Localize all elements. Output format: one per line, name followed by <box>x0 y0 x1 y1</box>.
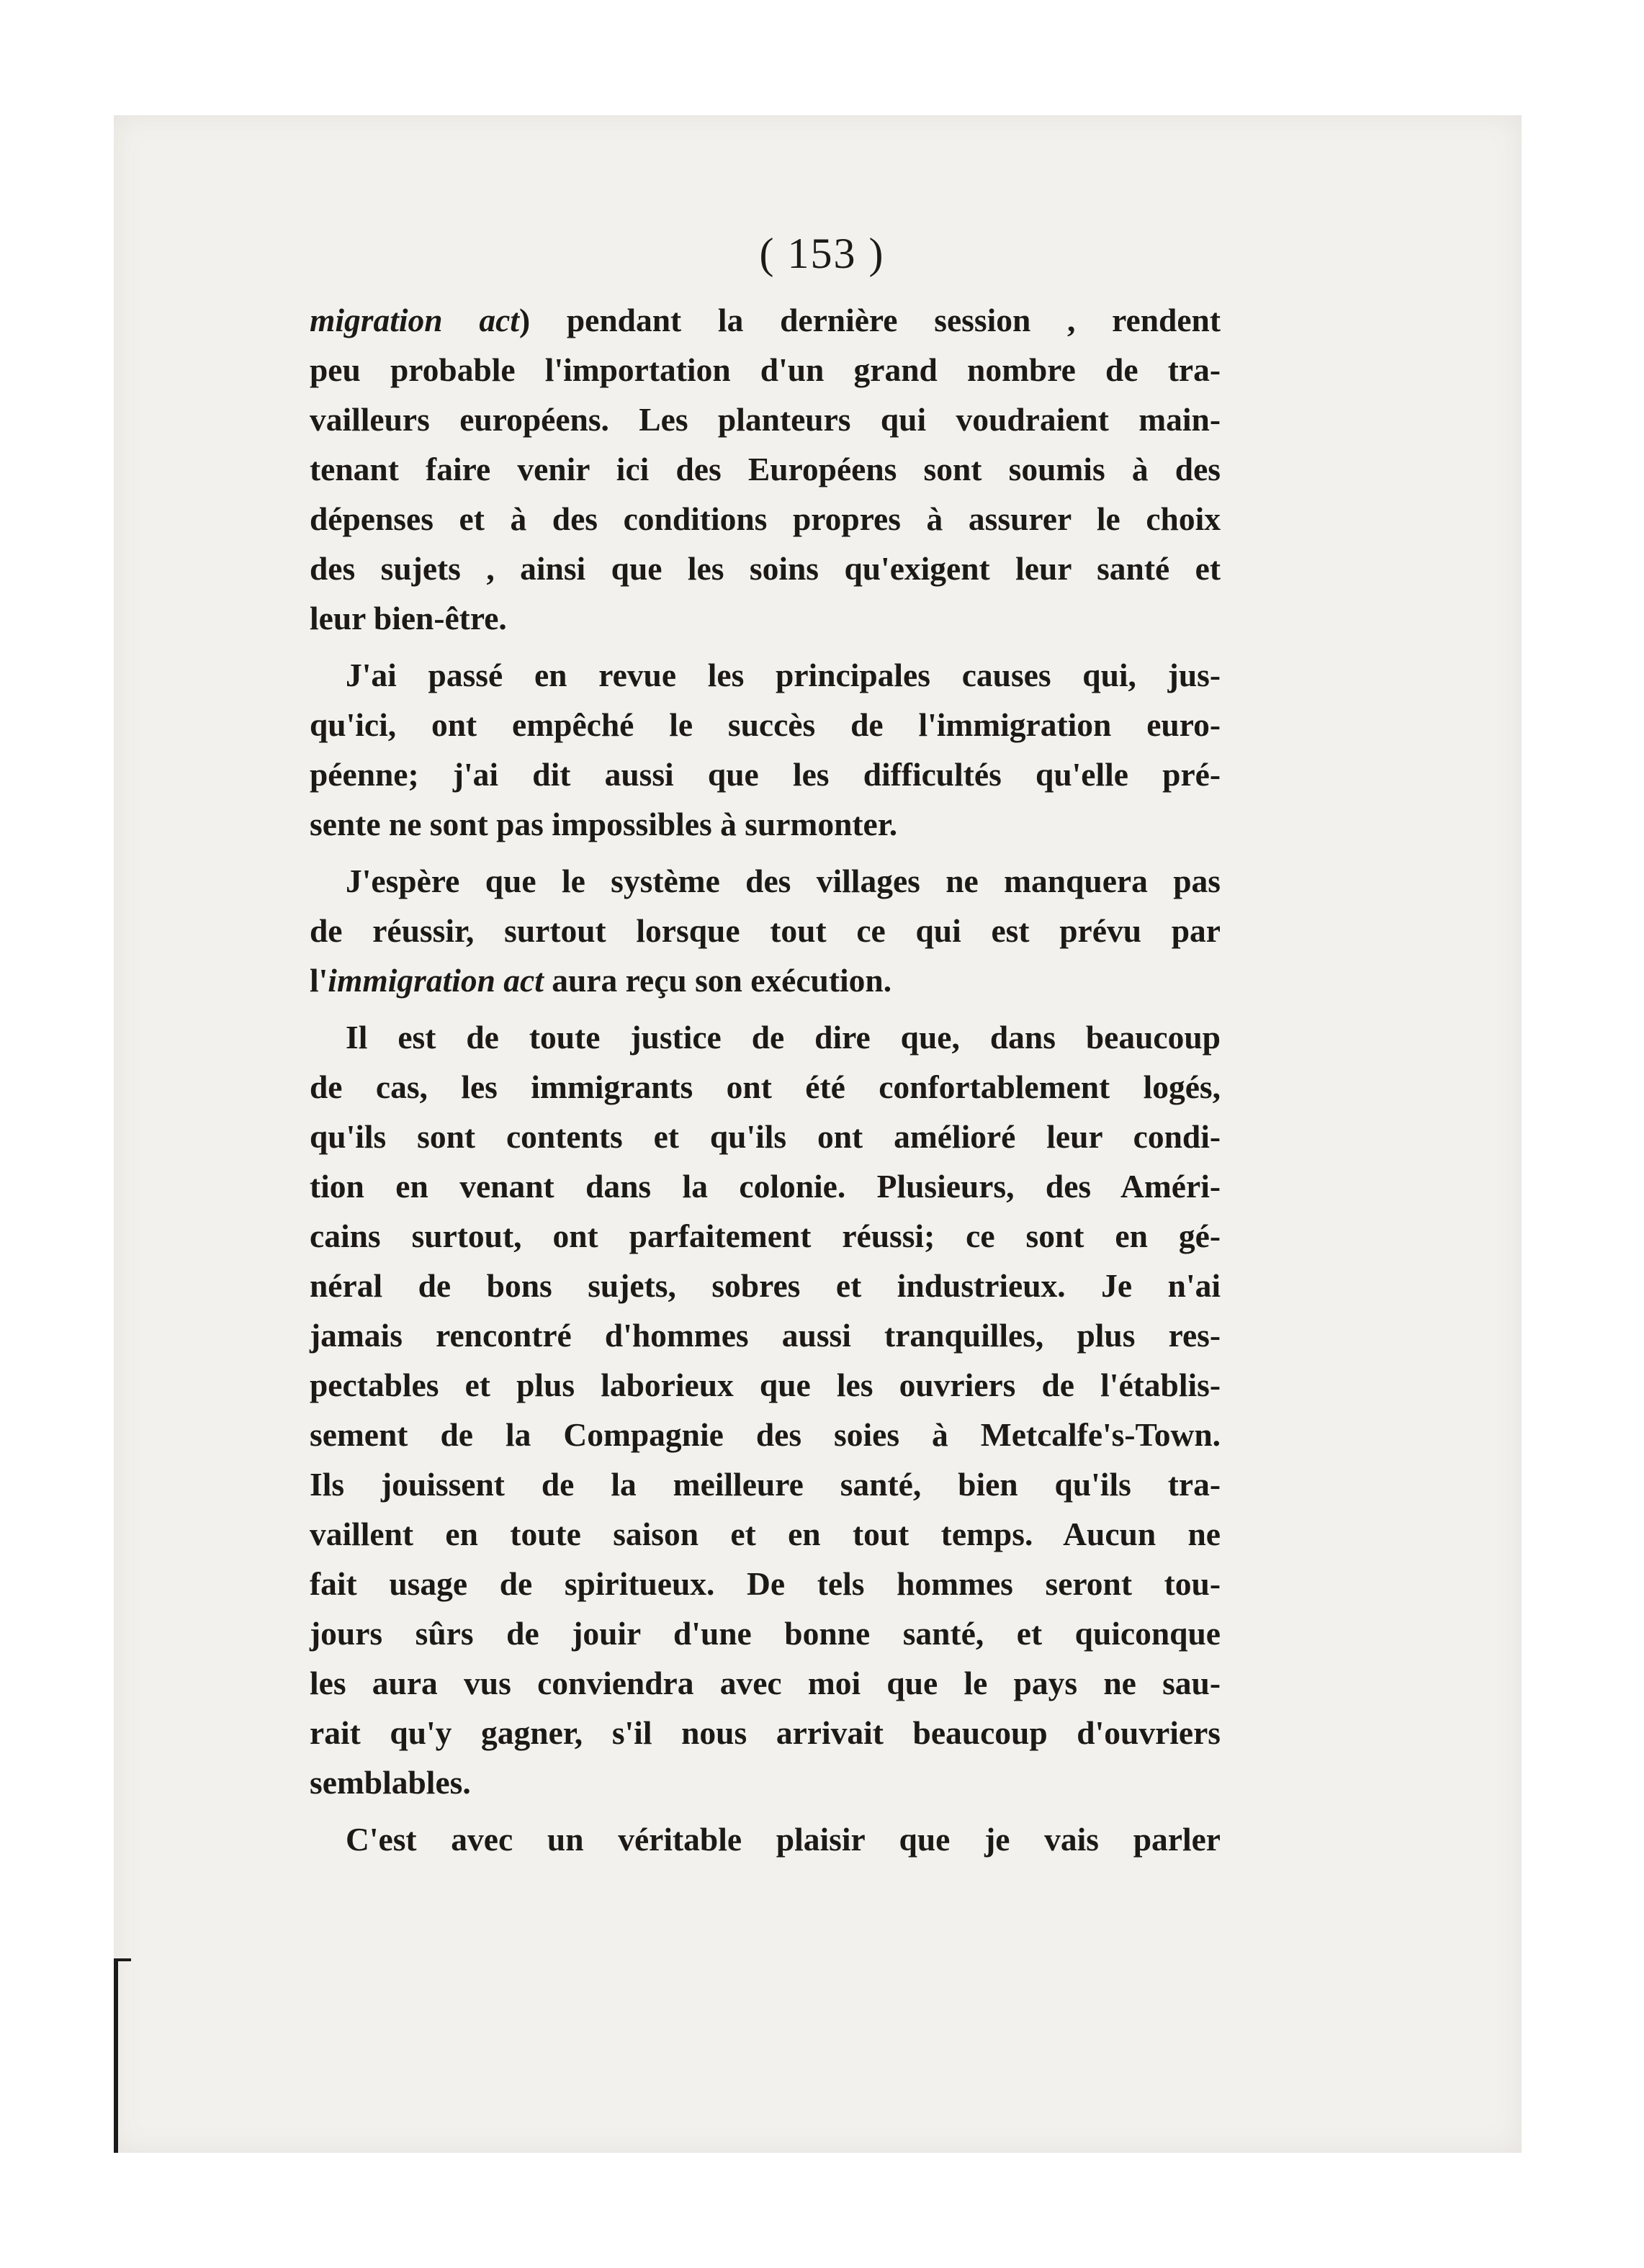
text-line: qu'ici, ont empêché le succès de l'immigration euro- <box>310 706 1221 743</box>
page-edge-tick <box>114 1958 131 1961</box>
text-line: des sujets , ainsi que les soins qu'exigent leur santé et <box>310 550 1221 587</box>
text-line: Il est de toute justice de dire que, dans beaucoup <box>346 1019 1221 1056</box>
page-gutter-edge <box>114 1958 118 2153</box>
text-line: de réussir, surtout lorsque tout ce qui est prévu par <box>310 912 1221 949</box>
text-line: jours sûrs de jouir d'une bonne santé, et quiconque <box>310 1615 1221 1652</box>
text-line: de cas, les immigrants ont été confortablement logés, <box>310 1068 1221 1105</box>
text-line: cains surtout, ont parfaitement réussi; ce sont en gé- <box>310 1218 1221 1254</box>
text-line: pectables et plus laborieux que les ouvriers de l'établis- <box>310 1367 1221 1403</box>
text-line: Ils jouissent de la meilleure santé, bien qu'ils tra- <box>310 1466 1221 1503</box>
text-line: leur bien-être. <box>310 600 507 636</box>
text-line: migration act) pendant la dernière session , rendent <box>310 302 1221 338</box>
paragraph <box>310 650 1221 849</box>
text-line: sement de la Compagnie des soies à Metcalfe's-Town. <box>310 1416 1221 1453</box>
text-line: sente ne sont pas impossibles à surmonter. <box>310 806 898 842</box>
text-line: vaillent en toute saison et en tout temps. Aucun ne <box>310 1516 1221 1552</box>
paragraph <box>310 295 1221 643</box>
text-line: rait qu'y gagner, s'il nous arrivait beaucoup d'ouvriers <box>310 1714 1221 1751</box>
text-line: l'immigration act aura reçu son exécution. <box>310 962 892 999</box>
text-line: semblables. <box>310 1764 471 1801</box>
text-line: J'ai passé en revue les principales causes qui, jus- <box>346 657 1221 693</box>
text-line: tenant faire venir ici des Européens sont soumis à des <box>310 451 1221 487</box>
text-line: C'est avec un véritable plaisir que je vais parler <box>346 1821 1221 1858</box>
text-line: jamais rencontré d'hommes aussi tranquilles, plus res- <box>310 1317 1221 1354</box>
text-line: J'espère que le système des villages ne manquera pas <box>346 863 1221 899</box>
text-line: qu'ils sont contents et qu'ils ont amélioré leur condi- <box>310 1118 1221 1155</box>
italic-phrase: immigration act <box>328 962 544 999</box>
body-text <box>310 295 1221 1864</box>
text-line: dépenses et à des conditions propres à assurer le choix <box>310 500 1221 537</box>
paragraph <box>310 856 1221 1005</box>
text-line: fait usage de spiritueux. De tels hommes seront tou- <box>310 1565 1221 1602</box>
italic-phrase: migration act <box>310 302 519 338</box>
text-line: les aura vus conviendra avec moi que le pays ne sau- <box>310 1665 1221 1701</box>
paragraph <box>310 1012 1221 1807</box>
text-line: péenne; j'ai dit aussi que les difficultés qu'elle pré- <box>310 756 1221 793</box>
text-line: peu probable l'importation d'un grand nombre de tra- <box>310 351 1221 388</box>
paragraph <box>310 1814 1221 1864</box>
text-line: vailleurs européens. Les planteurs qui voudraient main- <box>310 401 1221 438</box>
text-line: néral de bons sujets, sobres et industrieux. Je n'ai <box>310 1267 1221 1304</box>
page-number: ( 153 ) <box>759 230 885 277</box>
text-line: tion en venant dans la colonie. Plusieurs, des Améri- <box>310 1168 1221 1205</box>
